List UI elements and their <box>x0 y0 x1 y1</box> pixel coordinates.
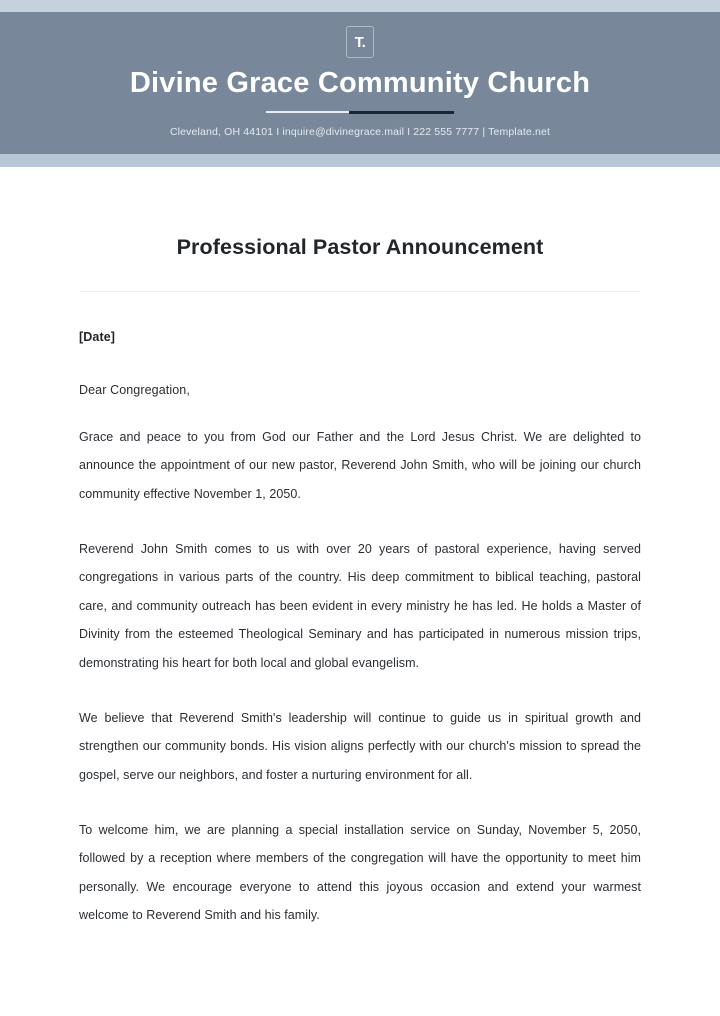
title-divider <box>79 291 641 292</box>
divider-right-segment <box>349 111 454 114</box>
letterhead-divider <box>266 111 454 114</box>
page-title: Professional Pastor Announcement <box>176 234 544 259</box>
template-net-logo-icon <box>346 26 374 58</box>
organization-name: Divine Grace Community Church <box>129 67 591 99</box>
body-paragraph: We believe that Reverend Smith's leadership will continue to guide us in spiritual growth and strengthen our community bonds. His vision aligns perfectly with our church's mission to spread the gospel, serve our neighbors, and foster a nurturing environment for all. <box>79 710 641 782</box>
salutation: Dear Congregation, <box>79 382 190 397</box>
letterhead-bar <box>0 12 720 154</box>
contact-info-line: Cleveland, OH 44101 I inquire@divinegrace.mail I 222 555 7777 | Template.net <box>169 125 551 138</box>
date-field: [Date] <box>79 329 116 344</box>
document-body <box>0 235 720 930</box>
body-paragraph: Grace and peace to you from God our Father and the Lord Jesus Christ. We are delighted to announce the appointment of our new pastor, Reverend John Smith, who will be joining our church community effective November 1, 2050. <box>79 429 641 501</box>
body-paragraph: To welcome him, we are planning a special installation service on Sunday, November 5, 2050, followed by a reception where members of the congregation will have the opportunity to meet him personally. We encourage everyone to attend this joyous occasion and extend your warmest welcome to Reverend Smith and his family. <box>79 822 641 923</box>
divider-left-segment <box>266 111 349 113</box>
letterhead <box>0 0 720 167</box>
letterhead-bottom-band <box>0 154 720 167</box>
body-paragraph: Reverend John Smith comes to us with over 20 years of pastoral experience, having served congregations in various parts of the country. His deep commitment to biblical teaching, pastoral care, and community outreach has been evident in every ministry he has led. He holds a Master of Divinity from the esteemed Theological Seminary and has participated in numerous mission trips, demonstrating his heart for both local and global evangelism. <box>79 541 641 671</box>
logo-text: T. <box>354 33 366 51</box>
letterhead-top-band <box>0 0 720 12</box>
